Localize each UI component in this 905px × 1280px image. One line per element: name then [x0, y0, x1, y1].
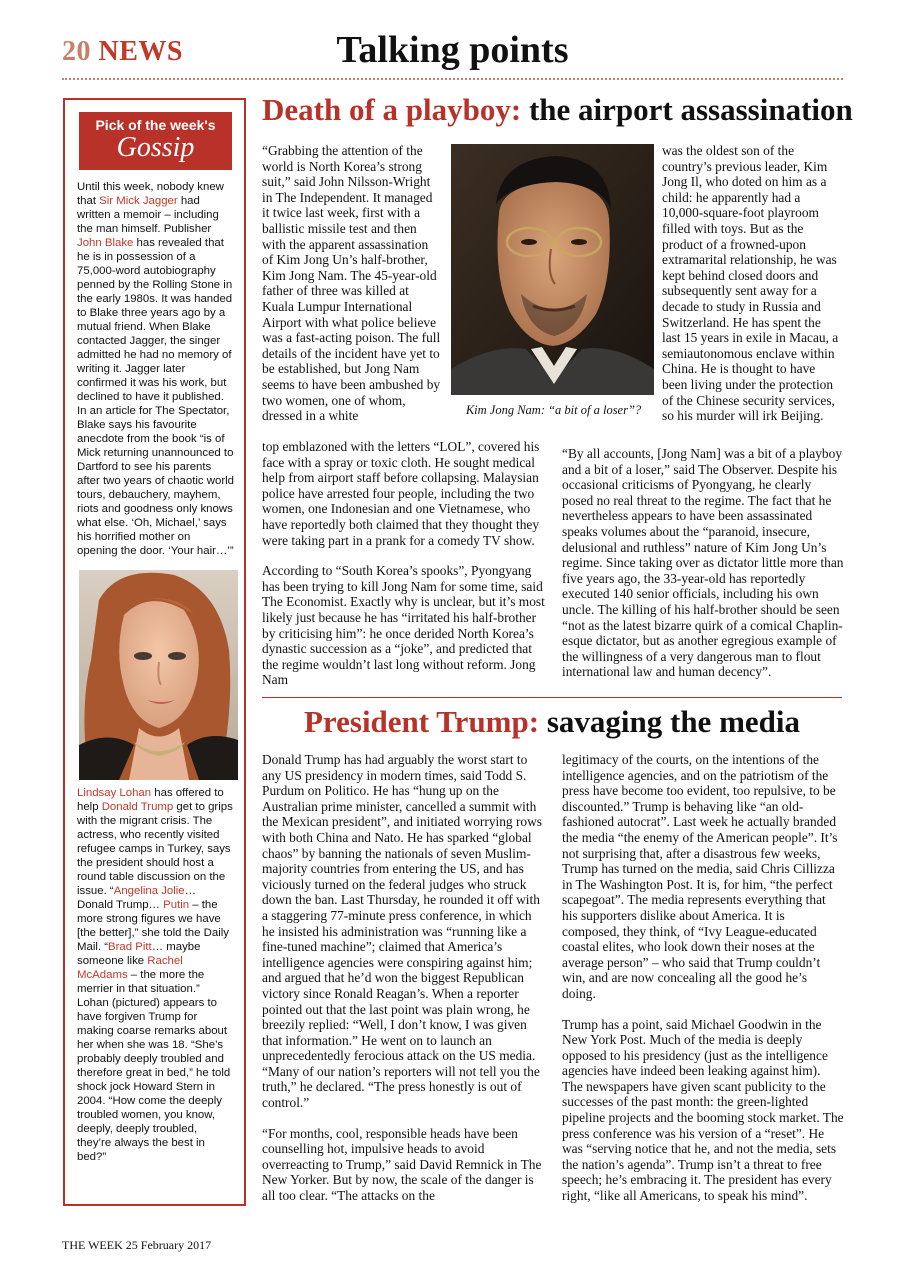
text-run: … Donald Trump… [77, 885, 197, 911]
headline-red: President Trump: [303, 704, 540, 739]
name-highlight: Rachel McAdams [77, 955, 183, 981]
lohan-portrait-image [79, 570, 238, 780]
header-divider [62, 78, 843, 80]
pick-label: Pick of the week's [95, 117, 216, 133]
headline-red: Death of a playboy: [262, 92, 522, 127]
name-highlight: Angelina Jolie [113, 885, 185, 897]
text-run: – the more strong figures we have [the better],” she told the Daily Mail. “ [77, 899, 229, 953]
name-highlight: Lindsay Lohan [77, 787, 152, 799]
issue-date: 25 February 2017 [125, 1238, 212, 1252]
name-highlight: Brad Pitt [108, 941, 152, 953]
page-title: Talking points [336, 29, 569, 71]
publication-name: THE WEEK [62, 1238, 123, 1252]
article1-col1-para2: According to “South Korea’s spooks”, Pyongyang has been trying to kill Jong Nam for some time, said The Economist. Exactly why is unclear, but it’s most likely just because he has “irritated his half-brother by criticising him”: he once derided North Korea’s dynastic succession as a “joke”, and predicted that the regime wouldn’t last long without reform. Jong Nam [262, 563, 545, 688]
text-run: has revealed that he is in possession of a 75,000-word autobiography penned by the Rolling Stone in the early 1980s. It was handed to Blake three years ago by a mutual friend. When Blake contacted Jagger, the singer admitted he had no memory of writing it. Jagger later confirmed it was his work, but declined to have it published. In an article for The Spectator, Blake says his favourite anecdote from the book “is of Mick returning unannounced to Dartford to see his parents after two years of chaotic world tours, debauchery, mayhem, riots and goodness only knows what else. ‘Oh, Michael,’ says his horrified mother on opening the door. ‘Your hair…’” [77, 237, 235, 557]
headline-black: savaging the media [539, 704, 801, 739]
text-run: … maybe someone like [77, 941, 201, 967]
name-highlight: John Blake [77, 237, 134, 249]
text-run: had written a memoir – including the man himself. Publisher [77, 195, 219, 235]
kim-jong-nam-photo [451, 144, 654, 395]
text-run: get to grips with the migrant crisis. The actress, who recently visited refugee camps in Turkey, says the president should host a round table discussion on the issue. “ [77, 801, 233, 897]
gossip-sidebar [63, 98, 246, 1206]
kim-photo-caption: Kim Jong Nam: “a bit of a loser”? [465, 403, 642, 417]
text-run: – the more the merrier in that situation.” Lohan (pictured) appears to have forgiven Trump for making coarse remarks about her when she was 18. “She’s probably deeply troubled and therefore great in bed,” he told shock jock Howard Stern in 2004. “How come the deeply troubled women, you know, deeply, deeply troubled, they’re always the best in bed?” [77, 969, 231, 1163]
name-highlight: Putin [163, 899, 190, 911]
gossip-label: Gossip [116, 132, 195, 163]
page-number: 20 [62, 36, 91, 67]
article2-col2-para1: legitimacy of the courts, on the intentions of the intelligence agencies, and on the patriotism of the press have become too evident, too repulsive, to be discounted.” Trump is behaving like “an old-fashioned autocrat”. Last week he actually branded the media “the enemy of the American people”. It’s not surprising that, after a disastrous few weeks, Trump has turned on the media, said Chris Cillizza in The Washington Post. It is, for him, “the perfect scapegoat”. The media represents everything that his supporters dislike about America. It is composed, they think, of “Ivy League-educated coastal elites, who look down their noses at the average person” – who said that Trump couldn’t win, and are now concealing all the good he’s doing. [562, 752, 838, 1001]
article2-col1 [262, 752, 545, 1219]
article2-headline [262, 704, 842, 740]
text-run: has offered to help [77, 787, 224, 813]
gossip-banner [79, 112, 232, 170]
section-name: NEWS [98, 36, 183, 67]
article2-col2-para2: Trump has a point, said Michael Goodwin in the New York Post. Much of the media is deeply opposed to his presidency (just as the intelligence agencies have indeed been leaking against him). The newspapers have given scant publicity to the successes of the past month: the green-lighted pipeline projects and the booming stock market. The press conference was his version of a “reset”. He was “serving notice that he, and not the media, sets the nation’s agenda”. Trump isn’t a threat to free speech; he’s embracing it. The president has every right, “like all Americans, to speak his mind”. [562, 1016, 844, 1204]
article1-col1-narrow: “Grabbing the attention of the world is North Korea’s strong suit,” said John Nilsson-Wright in The Independent. It managed it twice last week, first with a ballistic missile test and then with the apparent assassination of Kim Jong Un’s half-brother, Kim Jong Nam. The 45-year-old father of three was killed at Kuala Lumpur International Airport with what police believe was a fast-acting poison. The full details of the incident have yet to be established, but Jong Nam seems to have been ambushed by two women, one of whom, dressed in a white [262, 143, 441, 424]
article2-col2 [562, 752, 844, 1219]
article-divider [262, 697, 842, 698]
lohan-photo [79, 570, 238, 780]
article1-headline [262, 92, 853, 128]
article1-col1-wide [262, 439, 545, 703]
article1-col2-narrow: was the oldest son of the country’s previous leader, Kim Jong Il, who doted on him as a child: he apparently had a 10,000-square-foot playroom filled with toys. But as the product of a frowned-upon extramarital relationship, he was kept behind closed doors and subsequently sent away for a decade to study in Russia and Switzerland. He has spent the last 15 years in exile in Macau, a semiautonomous enclave within China. He is thought to have been living under the protection of the Chinese security services, so his murder will irk Beijing. [662, 143, 839, 424]
name-highlight: Sir Mick Jagger [99, 195, 178, 207]
name-highlight: Donald Trump [101, 801, 174, 813]
article1-col1-para1: top emblazoned with the letters “LOL”, covered his face with a spray or toxic cloth. He sought medical help from airport staff before collapsing. Malaysian police have arrested four people, including the two women, one Indonesian and one Vietnamese, who have reportedly both claimed that they thought they were taking part in a prank for a comedy TV show. [262, 439, 540, 548]
gossip-item-jagger [77, 180, 234, 558]
kim-portrait-image [451, 144, 654, 395]
page-footer [62, 1238, 211, 1253]
article2-col1-para1: Donald Trump has had arguably the worst start to any US presidency in modern times, said Todd S. Purdum on Politico. He has “hung up on the Australian prime minister, cancelled a summit with the Mexican president”, and initiated worrying rows with both China and Nato. He has sparked “global chaos” by banning the nationals of seven Muslim-majority countries from entering the US, and has viciously turned on the federal judges who struck down the ban. Last Thursday, he rounded it off with a staggering 77-minute press conference, in which he insisted his administration was “running like a fine-tuned machine”; claimed that America’s intelligence agencies were conspiring against him; and argued that he’d won the biggest Republican victory since Ronald Reagan’s. When a reporter pointed out that the last point was plain wrong, he breezily replied: “Well, I don’t know, I was given that information.” He went on to launch an unprecedentedly ferocious attack on the US media. “Many of our nation’s reporters will not tell you the truth,” he declared. “The press honestly is out of control.” [262, 752, 543, 1111]
gossip-item-lohan [77, 786, 234, 1164]
article2-col1-para2: “For months, cool, responsible heads have been counselling hot, impulsive heads to avoid overreacting to Trump,” said David Remnick in The New Yorker. But by now, the scale of the danger is all too clear. “The attacks on the [262, 1125, 542, 1204]
article1-col2-wide: “By all accounts, [Jong Nam] was a bit of a playboy and a bit of a loser,” said The Observer. Despite his occasional criticisms of Pyongyang, he clearly posed no real threat to the regime. The fact that he nevertheless appears to have been assassinated speaks volumes about the “paranoid, insecure, delusional and ruthless” nature of Kim Jong Un’s regime. Since taking over as dictator little more than five years ago, the 33-year-old has reportedly executed 140 senior officials, including his own uncle. The killing of his half-brother should be seen “not as the latest bizarre quirk of a comical Chaplin-esque dictator, but as another egregious example of the willingness of a very dangerous man to flout international law and human decency”. [562, 446, 844, 680]
headline-black: the airport assassination [521, 92, 853, 127]
text-run: Until this week, nobody knew that [77, 181, 224, 207]
